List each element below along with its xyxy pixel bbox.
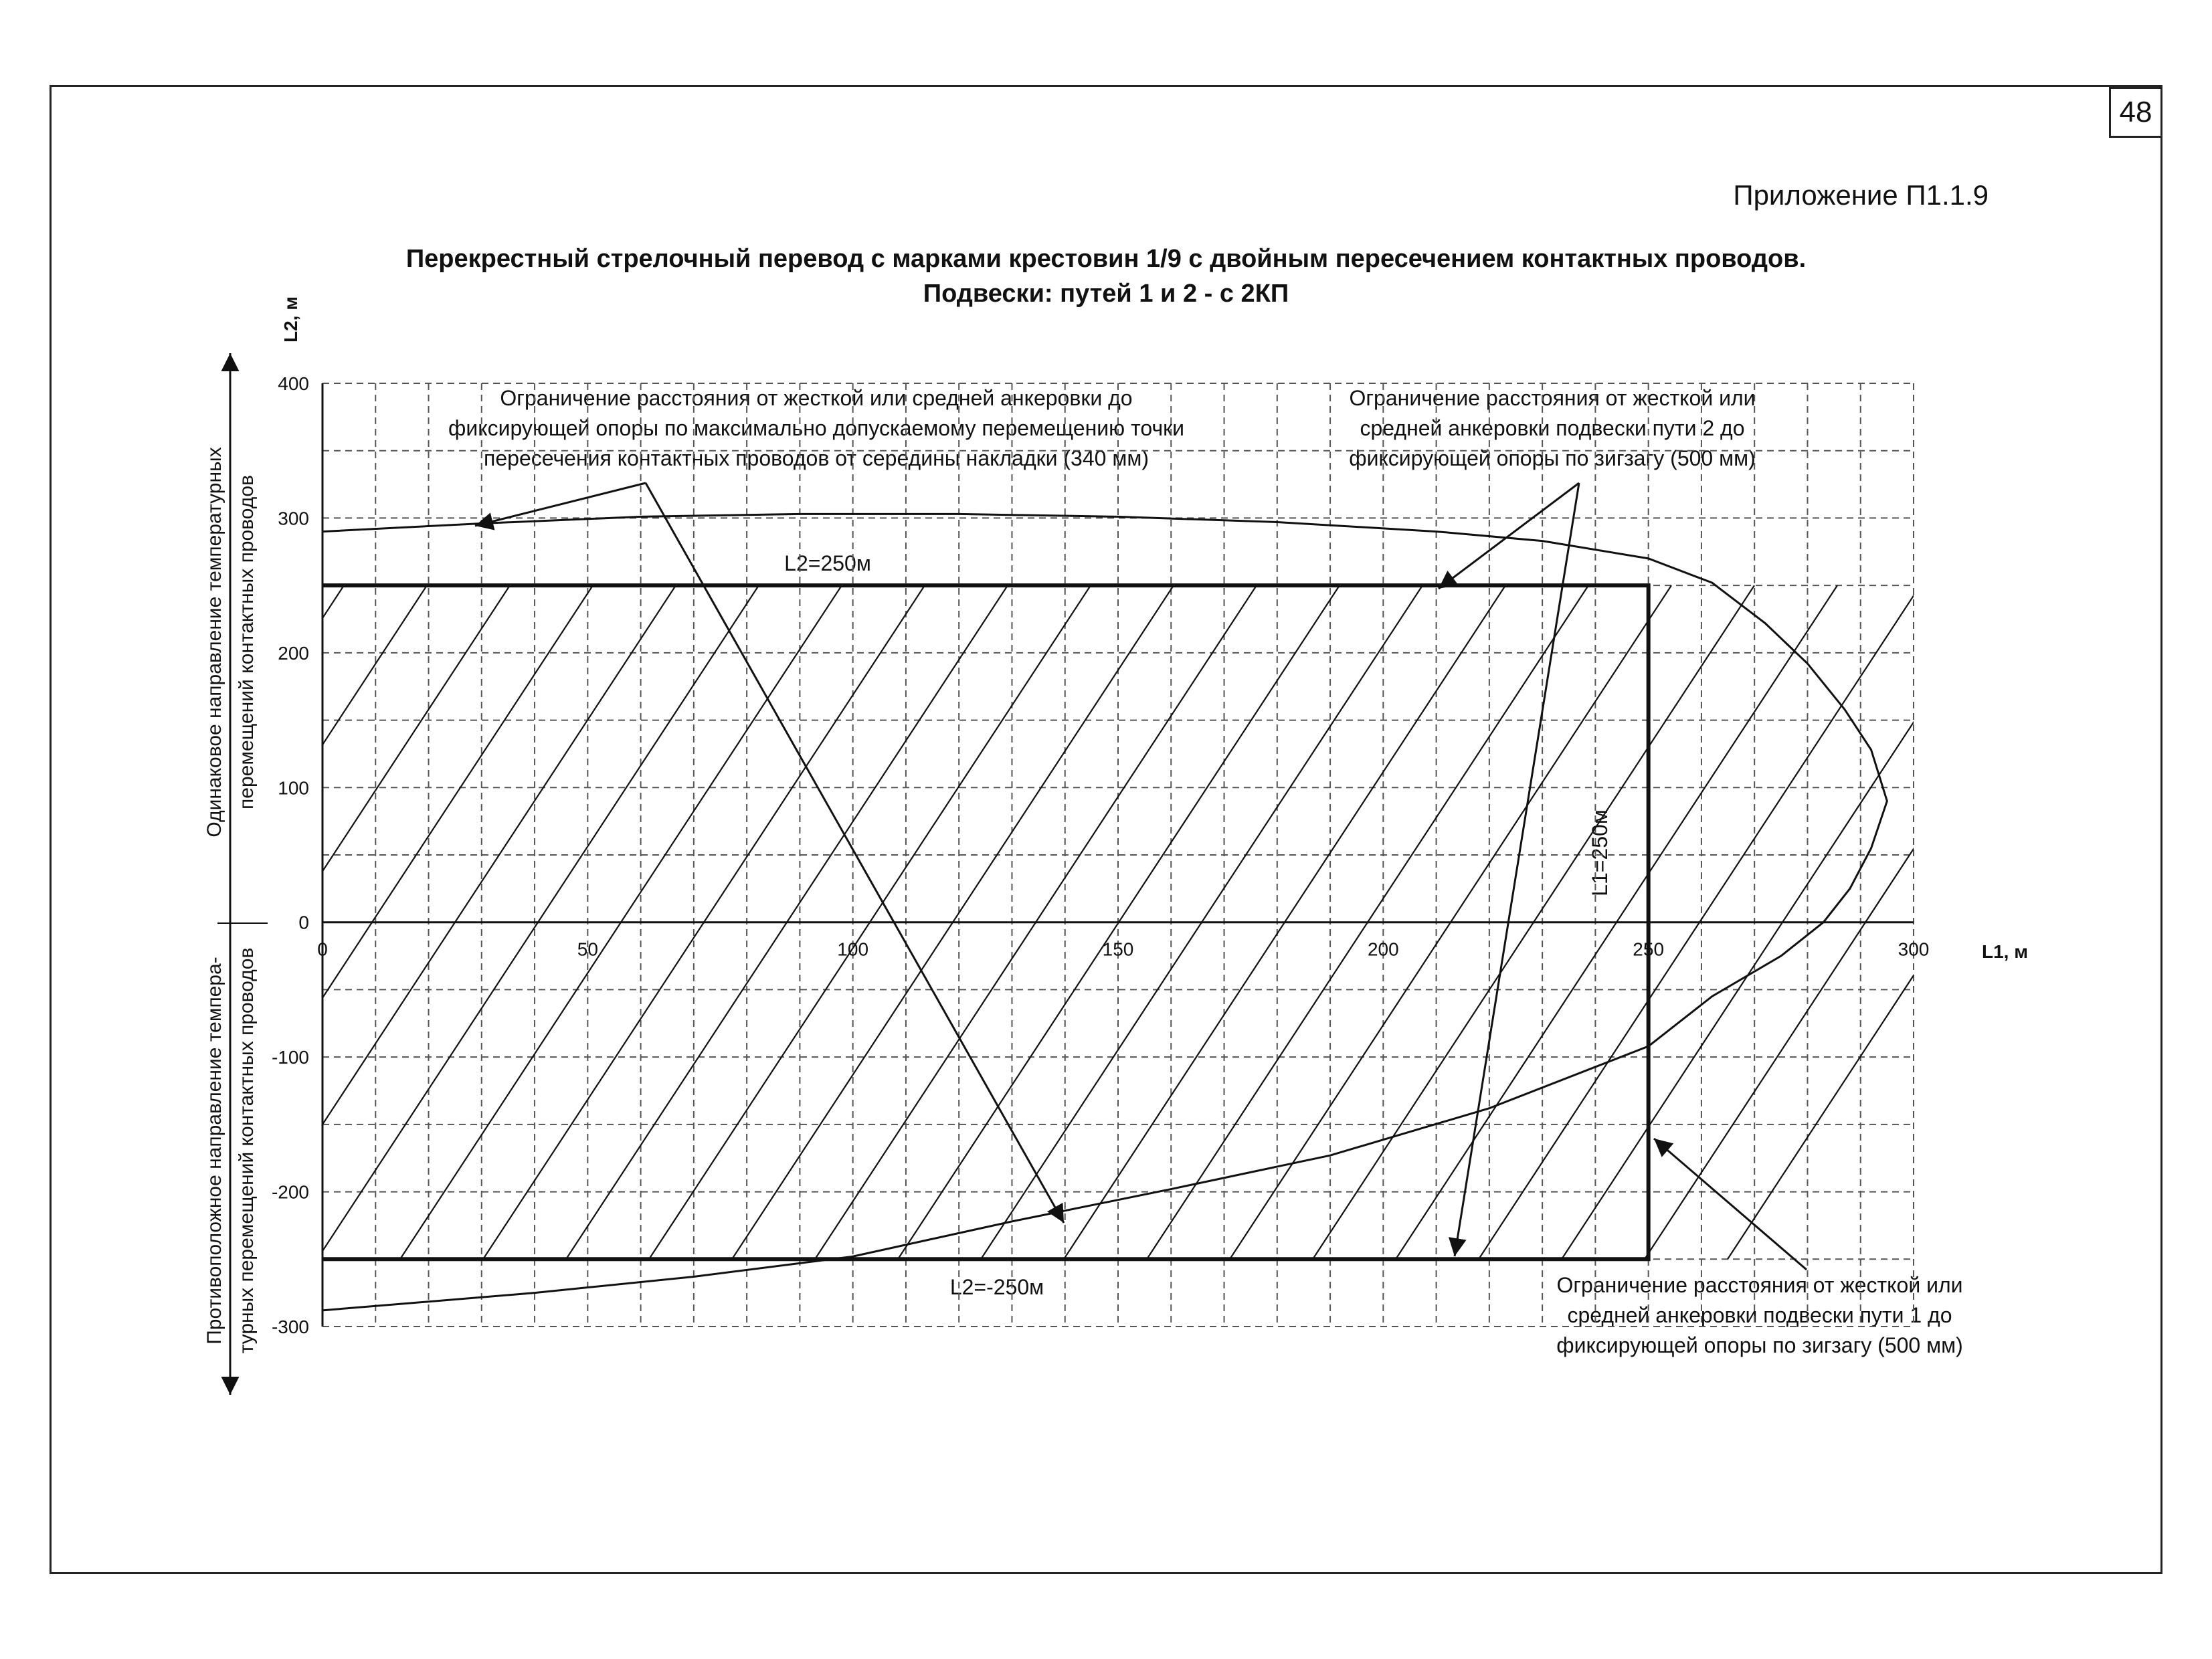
chart-title-line-1: Перекрестный стрелочный перевод с марками крестовин 1/9 с двойным пересечением контактных проводов. [405, 245, 1807, 273]
appendix-label: Приложение П1.1.9 [1733, 179, 1989, 211]
annotation-2-line-2: средней анкеровки подвески пути 2 до [1360, 416, 1745, 440]
annotation-1-line-1: Ограничение расстояния от жесткой или средней анкеровки до [500, 386, 1133, 410]
annotation-3-line-1: Ограничение расстояния от жесткой или [1556, 1273, 1963, 1297]
y-tick-label: -200 [271, 1181, 309, 1203]
x-tick-label: 50 [577, 939, 598, 960]
y-tick-label: 0 [298, 912, 309, 933]
x-tick-label: 0 [317, 939, 328, 960]
leader-arrow [646, 483, 1064, 1223]
page-number: 48 [2109, 87, 2162, 138]
y-tick-label: 300 [278, 508, 309, 529]
negative-direction-label-2: турных перемещений контактных проводов [236, 947, 258, 1354]
leader-arrow [1455, 483, 1579, 1256]
x-tick-label: 100 [837, 939, 869, 960]
annotation-2-line-3: фиксирующей опоры по зигзагу (500 мм) [1349, 446, 1756, 470]
leader-arrow [1654, 1139, 1807, 1270]
leader-arrow [1439, 483, 1579, 589]
annotation-1 [448, 386, 1184, 470]
region-label-right: L1=250м [1588, 809, 1612, 896]
hatch-line [0, 585, 95, 1259]
annotation-3-line-2: средней анкеровки подвески пути 1 до [1567, 1303, 1952, 1327]
y-axis-label: L2, м [280, 296, 301, 343]
grid [322, 383, 1914, 1327]
x-tick-label: 300 [1898, 939, 1930, 960]
y-tick-label: -300 [271, 1316, 309, 1337]
annotation-2 [1349, 386, 1756, 470]
region-label-bottom: L2=-250м [949, 1275, 1044, 1299]
y-tick-label: 200 [278, 642, 309, 664]
chart-title-line-2: Подвески: путей 1 и 2 - с 2КП [923, 280, 1289, 308]
annotation-3 [1556, 1273, 1963, 1357]
hatch-line [0, 585, 344, 1259]
x-tick-label: 200 [1367, 939, 1399, 960]
y-tick-label: 400 [278, 373, 309, 394]
x-axis-label: L1, м [1982, 941, 2028, 962]
hatch-line [0, 585, 178, 1259]
y-tick-label: 100 [278, 777, 309, 799]
x-tick-label: 150 [1102, 939, 1134, 960]
positive-direction-label-2: перемещений контактных проводов [236, 475, 258, 809]
annotation-3-line-3: фиксирующей опоры по зигзагу (500 мм) [1556, 1333, 1963, 1357]
annotation-2-line-1: Ограничение расстояния от жесткой или [1349, 386, 1756, 410]
y-tick-label: -100 [271, 1047, 309, 1068]
series-line-boundary-curve [322, 514, 1887, 1310]
annotation-1-line-2: фиксирующей опоры по максимально допускаемому перемещению точки [448, 416, 1184, 440]
positive-direction-label-1: Одинаковое направление температурных [203, 447, 225, 838]
region-label-top: L2=250м [784, 551, 871, 575]
x-tick-label: 250 [1633, 939, 1665, 960]
negative-direction-label-1: Противоположное направление темпера- [203, 957, 225, 1345]
annotation-1-line-3: пересечения контактных проводов от середины накладки (340 мм) [484, 446, 1149, 470]
